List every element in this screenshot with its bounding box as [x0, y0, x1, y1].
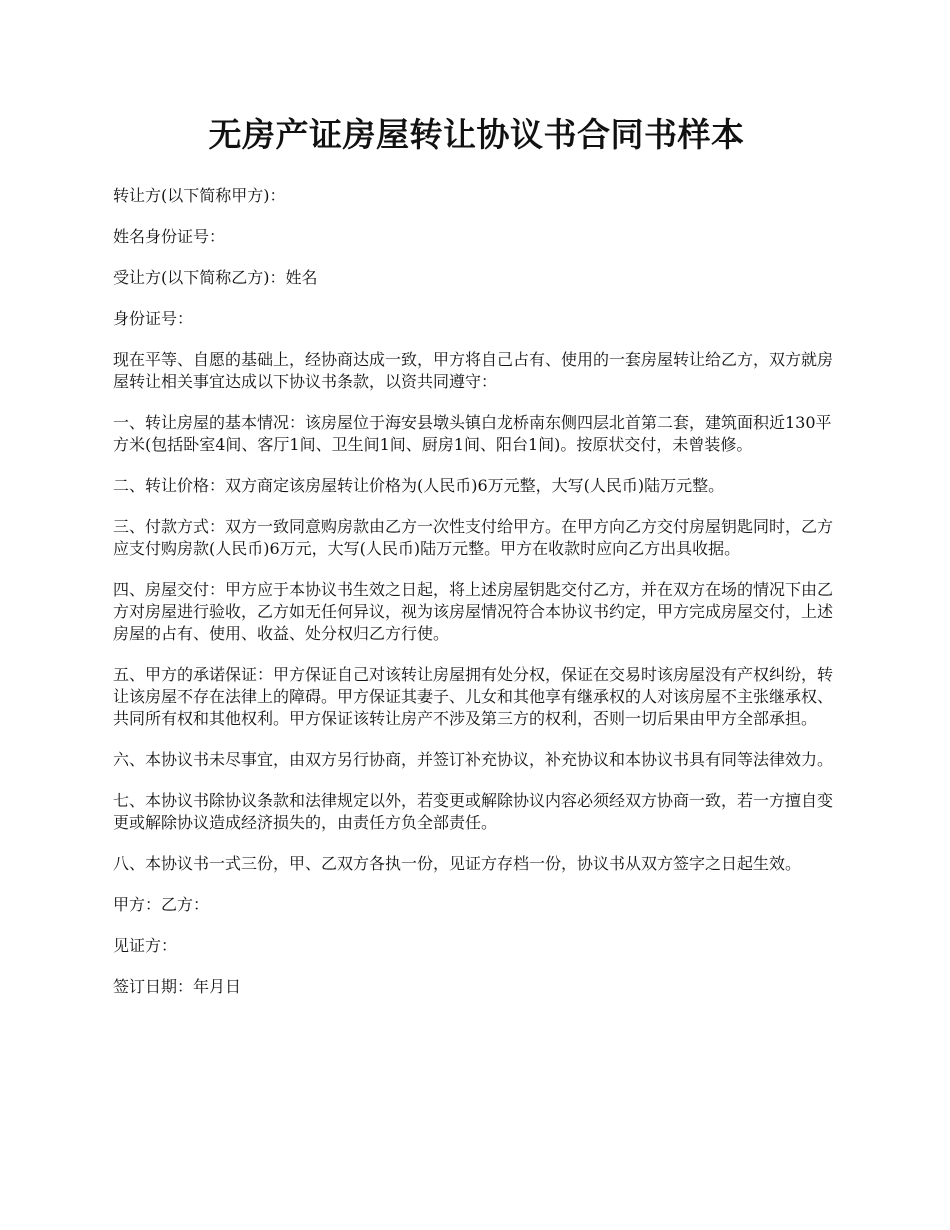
transferee-id-label: 身份证号： — [113, 309, 194, 328]
signing-date-label: 签订日期：年月日 — [113, 977, 242, 996]
clause-5-guarantee: 五、甲方的承诺保证：甲方保证自己对该转让房屋拥有处分权，保证在交易时该房屋没有产权纠纷，转让该房屋不存在法律上的障碍。甲方保证其妻子、儿女和其他享有继承权的人对该房屋不主张继承权、共同所有权和其他权利。甲方保证该转让房产不涉及第三方的权利，否则一切后果由甲方全部承担。 — [113, 665, 834, 728]
clause-1-house-info: 一、转让房屋的基本情况：该房屋位于海安县墩头镇白龙桥南东侧四层北首第二套，建筑面积近130平方米(包括卧室4间、客厅1间、卫生间1间、厨房1间、阳台1间)。按原状交付，未曾装修。 — [113, 413, 832, 454]
clause-7-changes: 七、本协议书除协议条款和法律规定以外，若变更或解除协议内容必须经双方协商一致，若一方擅自变更或解除协议造成经济损失的，由责任方负全部责任。 — [113, 791, 834, 832]
witness-label: 见证方： — [113, 936, 178, 955]
clause-6-supplement: 六、本协议书未尽事宜，由双方另行协商，并签订补充协议，补充协议和本协议书具有同等法律效力。 — [113, 750, 834, 769]
clause-2-price: 二、转让价格：双方商定该房屋转让价格为(人民币)6万元整，大写(人民币)陆万元整。 — [113, 476, 725, 495]
clause-3-payment: 三、付款方式：双方一致同意购房款由乙方一次性支付给甲方。在甲方向乙方交付房屋钥匙同时，乙方应支付购房款(人民币)6万元，大写(人民币)陆万元整。甲方在收款时应向乙方出具收据。 — [113, 517, 834, 558]
transferor-label: 转让方(以下简称甲方)： — [113, 186, 286, 205]
clause-8-copies: 八、本协议书一式三份，甲、乙双方各执一份，见证方存档一份，协议书从双方签字之日起生效。 — [113, 854, 802, 873]
transferee-label: 受让方(以下简称乙方)：姓名 — [113, 268, 318, 287]
document-title: 无房产证房屋转让协议书合同书样本 — [208, 115, 745, 154]
clause-4-delivery: 四、房屋交付：甲方应于本协议书生效之日起，将上述房屋钥匙交付乙方，并在双方在场的情况下由乙方对房屋进行验收，乙方如无任何异议，视为该房屋情况符合本协议书约定，甲方完成房屋交付，上述房屋的占有、使用、收益、处分权归乙方行使。 — [113, 580, 834, 643]
preamble-paragraph: 现在平等、自愿的基础上，经协商达成一致，甲方将自己占有、使用的一套房屋转让给乙方，双方就房屋转让相关事宜达成以下协议书条款，以资共同遵守： — [113, 350, 834, 391]
signature-parties: 甲方：乙方： — [113, 895, 210, 914]
transferor-id-label: 姓名身份证号： — [113, 227, 226, 246]
